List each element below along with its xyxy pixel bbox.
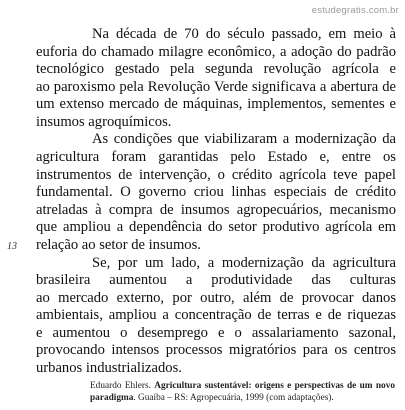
line-text: e aumentou o desemprego e o assalariamento sazonal, bbox=[36, 324, 396, 341]
text-line bbox=[36, 290, 396, 308]
line-text: que ampliou a dependência do setor produtivo agrícola em bbox=[36, 219, 396, 236]
line-text: relação ao setor de insumos. bbox=[36, 236, 201, 253]
text-line bbox=[36, 61, 396, 79]
line-text: ambientais, ampliou a concentração de terras e de riquezas bbox=[36, 307, 396, 324]
text-line bbox=[36, 255, 396, 273]
site-watermark: estudegratis.com.br bbox=[311, 5, 399, 16]
text-line bbox=[7, 236, 396, 255]
text-line bbox=[36, 307, 396, 325]
text-line bbox=[36, 325, 396, 343]
line-text: Se, por um lado, a modernização da agricultura bbox=[92, 254, 396, 271]
line-text: euforia do chamado milagre econômico, a adoção do padrão bbox=[36, 43, 396, 60]
line-text: Na década de 70 do século passado, em meio à bbox=[92, 26, 396, 42]
line-number: 13 bbox=[7, 240, 17, 252]
line-text: tecnológico gestado pela segunda revolução agrícola e bbox=[36, 61, 396, 78]
text-line bbox=[36, 149, 396, 167]
text-line bbox=[36, 272, 396, 290]
text-line bbox=[36, 79, 396, 97]
passage-text bbox=[7, 26, 396, 378]
line-text: instrumentos de intervenção, o crédito agrícola teve papel bbox=[36, 166, 396, 183]
text-line bbox=[36, 202, 396, 220]
text-line bbox=[36, 114, 396, 132]
line-text: As condições que viabilizaram a modernização da bbox=[92, 131, 396, 148]
line-text: brasileira aumentou a produtividade das culturas bbox=[36, 272, 396, 289]
text-line bbox=[36, 342, 396, 360]
line-text: ao mercado externo, por outro, além de provocar danos bbox=[36, 289, 396, 306]
line-text: um extenso mercado de máquinas, implementos, sementes e bbox=[36, 96, 396, 113]
line-text: insumos agroquímicos. bbox=[36, 113, 172, 130]
line-text: fundamental. O governo criou linhas especiais de crédito bbox=[36, 184, 396, 201]
citation bbox=[90, 380, 395, 404]
text-line bbox=[36, 96, 396, 114]
text-line bbox=[36, 131, 396, 149]
text-line bbox=[36, 44, 396, 62]
text-line bbox=[36, 184, 396, 202]
citation-title: Agricultura sustentável: origens e perspectivas de um novo paradigma bbox=[90, 381, 395, 403]
text-line bbox=[36, 26, 396, 44]
line-text: atreladas à compra de insumos agropecuários, mecanismo bbox=[36, 201, 396, 218]
text-line bbox=[36, 360, 396, 378]
line-text: urbanos industrializados. bbox=[36, 359, 182, 376]
citation-publisher: . Guaíba – RS: Agropecuária, 1999 (com adaptações). bbox=[133, 393, 334, 403]
line-text: agricultura foram garantidas pelo Estado e, entre os bbox=[36, 149, 396, 166]
line-text: ao paroxismo pela Revolução Verde significava a abertura de bbox=[36, 78, 396, 95]
citation-author: Eduardo Ehlers. bbox=[90, 381, 151, 391]
text-line bbox=[36, 219, 396, 237]
line-text: provocando intensos processos migratórios para os centros bbox=[36, 342, 396, 359]
text-line bbox=[36, 167, 396, 185]
